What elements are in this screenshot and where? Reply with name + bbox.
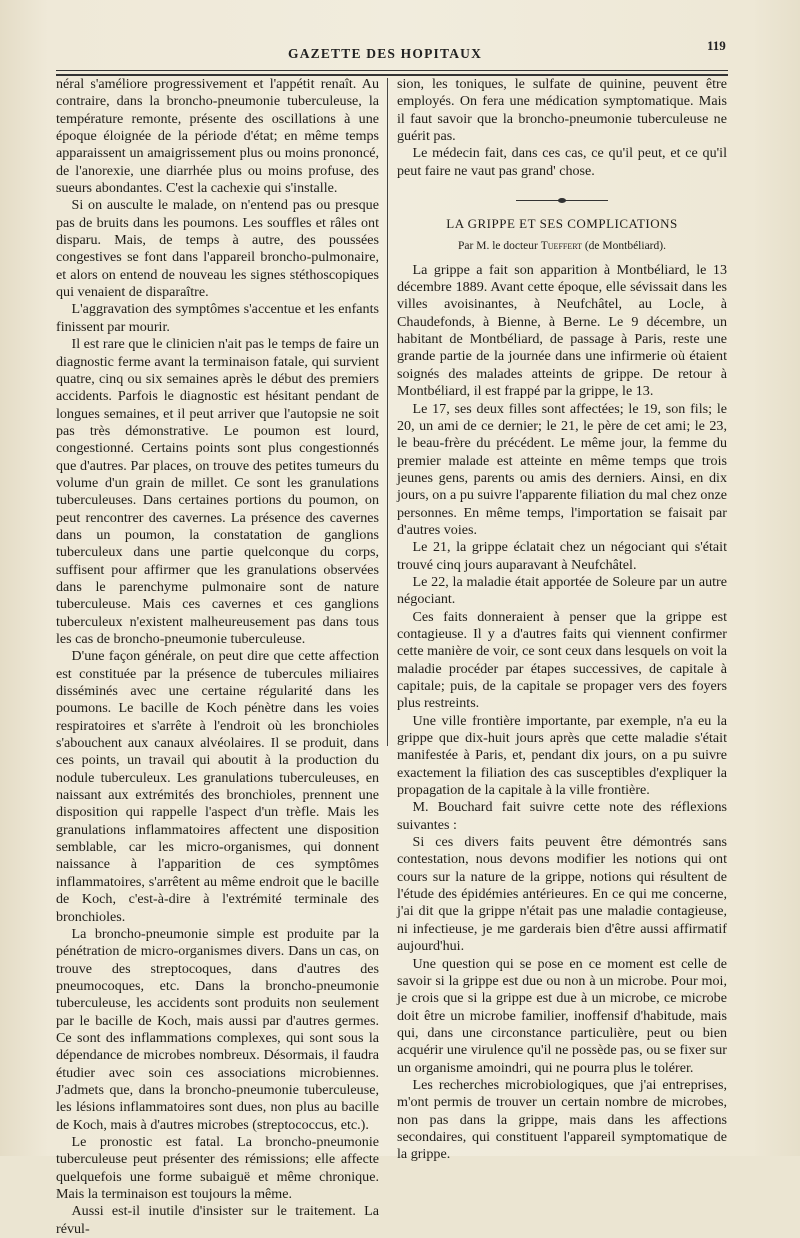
- article-paragraph: Une ville frontière importante, par exemple, n'a eu la grippe que dix-huit jours après que cette maladie s'était manifestée à Paris, et, pendant dix jours, on a pu suivre exactement la filiation des cas susceptibles d'expliquer la propagation de la capitale à la ville frontière.: [397, 712, 727, 799]
- right-paragraph: sion, les toniques, le sulfate de quinine, peuvent être employés. On fera une médication symptomatique. Mais il faut savoir que la broncho-pneumonie tuberculeuse ne guérit pas.: [397, 76, 727, 145]
- article-title: LA GRIPPE ET SES COMPLICATIONS: [446, 216, 678, 232]
- article-paragraph: M. Bouchard fait suivre cette note des réflexions suivantes :: [397, 799, 727, 833]
- page-number: 119: [707, 38, 726, 53]
- left-paragraph: Aussi est-il inutile d'insister sur le traitement. La révul-: [56, 1203, 379, 1237]
- left-paragraph: Il est rare que le clinicien n'ait pas le temps de faire un diagnostic ferme avant la terminaison fatale, qui survient quatre, cinq ou six semaines après le début des premiers accidents. Parfois le diagnostic est hésitant pendant de longues semaines, et il peut arriver que l'autopsie ne soit pas très démonstrative. Le poumon est lourd, congestionné. Certains points sont plus congestionnés que d'autres. Par places, on trouve des petites tumeurs du volume d'un grain de millet. Ce sont les granulations tuberculeuses. Dans certaines portions du poumon, on peut rencontrer des cavernes. La présence des cavernes dans un poumon, la constatation de ganglions tuberculeux dans une partie quelconque du corps, suffisent pour affirmer que les granulations observées dans le parenchyme pulmonaire sont de nature tuberculeuse. Mais ces cavernes et ces ganglions tuberculeux n'existent malheureusement pas dans tous les cas de broncho-pneumonie tuberculeuse.: [56, 336, 379, 647]
- article-paragraph: La grippe a fait son apparition à Montbéliard, le 13 décembre 1889. Avant cette époque, elle sévissait dans les villes avoisinantes, à Neufchâtel, au Locle, à Chaudefonds, à Bienne, à Berne. Le 9 décembre, un habitant de Montbéliard, de passage à Paris, reste une grande partie de la journée dans une infirmerie où étaient soignés des malades atteints de grippe. De retour à Montbéliard, il est frappé par la grippe, le 13.: [397, 261, 727, 400]
- page-header: [0, 36, 800, 62]
- article-paragraph: Le 22, la maladie était apportée de Soleure par un autre négociant.: [397, 573, 727, 608]
- header-rule: [56, 70, 728, 71]
- byline-author: Tueffert: [540, 240, 582, 253]
- journal-title: GAZETTE DES HOPITAUX: [288, 46, 483, 61]
- left-column: [56, 76, 379, 1238]
- article-byline: [397, 238, 727, 255]
- article-paragraph: Le 17, ses deux filles sont affectées; le 19, son fils; le 20, un ami de ce dernier; le 21, le père de cet ami; le 23, le beau-frère du précédent. Le même jour, la femme du premier malade est atteinte en même temps que trois jeunes gens, parents ou amis des derniers. Ainsi, en dix jours, on a pu suivre l'apparente filiation du mal chez onze personnes. En même temps, l'importation se faisait par d'autres voies.: [397, 400, 727, 538]
- left-paragraph: D'une façon générale, on peut dire que cette affection est constituée par la présence de tubercules miliaires disséminés avec une certaine régularité dans les poumons. Le bacille de Koch pénètre dans les voies respiratoires et s'arrête à l'endroit où les bronchioles s'abouchent aux canaux alvéolaires. Il se produit, dans ces points, un travail qui aboutit à la production du nodule tuberculeux. Les granulations tuberculeuses, en naissant aux extrémités des bronchioles, prennent une disposition qui rappelle l'aspect d'un trèfle. Mais les granulations inflammatoires affectent une disposition semblable, car les micro-organismes, qui donnent naissance à l'apparition de ces symptômes inflammatoires, s'arrêtent au même endroit que le bacille de Koch, c'est-à-dire à l'extrémité terminale des bronchioles.: [56, 648, 379, 925]
- article-paragraph: Ces faits donneraient à penser que la grippe est contagieuse. Il y a d'autres faits qui viennent confirmer cette manière de voir, ce sont ceux dans lesquels on voit la maladie procéder par étapes successives, de capitale à capitale; puis, de la capitale se propager vers des foyers plus restreints.: [397, 608, 727, 712]
- byline-suffix: (de Montbéliard).: [581, 240, 666, 253]
- left-paragraph: La broncho-pneumonie simple est produite par la pénétration de micro-organismes divers. Dans un cas, on trouve des streptocoques, dans d'autres des pneumocoques, etc. Dans la broncho-pneumonie tuberculeuse, les accidents sont produits non seulement par le bacille de Koch, mais aussi par d'autres germes. Ce sont des inflammations complexes, qui sont sous la dépendance de microbes nombreux. Désormais, il faudra étudier avec soin ces associations microbiennes. J'admets que, dans la broncho-pneumonie tuberculeuse, les lésions inflammatoires sont dues, non plus au bacille de Koch, mais à d'autres microbes (streptococcus, etc.).: [56, 925, 379, 1133]
- section-divider: [516, 200, 608, 201]
- left-paragraph: Le pronostic est fatal. La broncho-pneumonie tuberculeuse peut présenter des rémissions; elle affecte quelquefois une forme subaiguë et même chronique. Mais la terminaison est toujours la même.: [56, 1133, 379, 1202]
- article-paragraph: Le 21, la grippe éclatait chez un négociant qui s'était trouvé cinq jours auparavant à Neufchâtel.: [397, 539, 727, 573]
- left-paragraph: néral s'améliore progressivement et l'appétit renaît. Au contraire, dans la broncho-pneumonie tuberculeuse, la température remonte, présente des oscillations à une époque éloignée de la période d'état; en même temps apparaissent un amaigrissement plus ou moins prononcé, de l'anorexie, une diarrhée plus ou moins profuse, des sueurs abondantes. C'est la cachexie qui s'installe.: [56, 76, 379, 197]
- article-quote: Une question qui se pose en ce moment est celle de savoir si la grippe est due ou non à un microbe. Pour moi, je crois que si la grippe est due à un microbe, ce microbe doit être un microbe familier, inoffensif d'habitude, mais qui, dans une circonstance particulière, peut ou bien acquérir une virulence qu'il ne possède pas, ou se fixer sur un organisme amoindri, qui ne pourra plus le tolérer.: [397, 955, 727, 1076]
- right-column: [397, 76, 727, 1164]
- byline-prefix: Par M. le docteur: [458, 240, 541, 253]
- right-paragraph: Le médecin fait, dans ces cas, ce qu'il peut, et ce qu'il peut faire ne vaut pas grand' chose.: [397, 145, 727, 179]
- left-paragraph: L'aggravation des symptômes s'accentue et les enfants finissent par mourir.: [56, 301, 379, 335]
- article-quote: Si ces divers faits peuvent être démontrés sans contestation, nous devons modifier les notions qui ont cours sur la nature de la grippe, notions qui résultent de l'étude des épidémies antérieures. En ce qui me concerne, j'ai dit que la grippe n'était pas une maladie contagieuse, ni infectieuse, je me garderais bien d'être aussi affirmatif aujourd'hui.: [397, 834, 727, 955]
- column-separator: [387, 78, 388, 746]
- article-quote: Les recherches microbiologiques, que j'ai entreprises, m'ont permis de trouver un certain nombre de microbes, non pas dans la grippe, mais dans les affections secondaires, qui constituent l'appareil symptomatique de la grippe.: [397, 1076, 727, 1163]
- left-paragraph: Si on ausculte le malade, on n'entend pas ou presque pas de bruits dans les poumons. Les souffles et râles ont disparu. Mais, de temps à autre, des poussées congestives se font dans l'appareil broncho-pulmonaire, et alors on entend de nouveau les signes stéthoscopiques qui venaient de disparaître.: [56, 197, 379, 301]
